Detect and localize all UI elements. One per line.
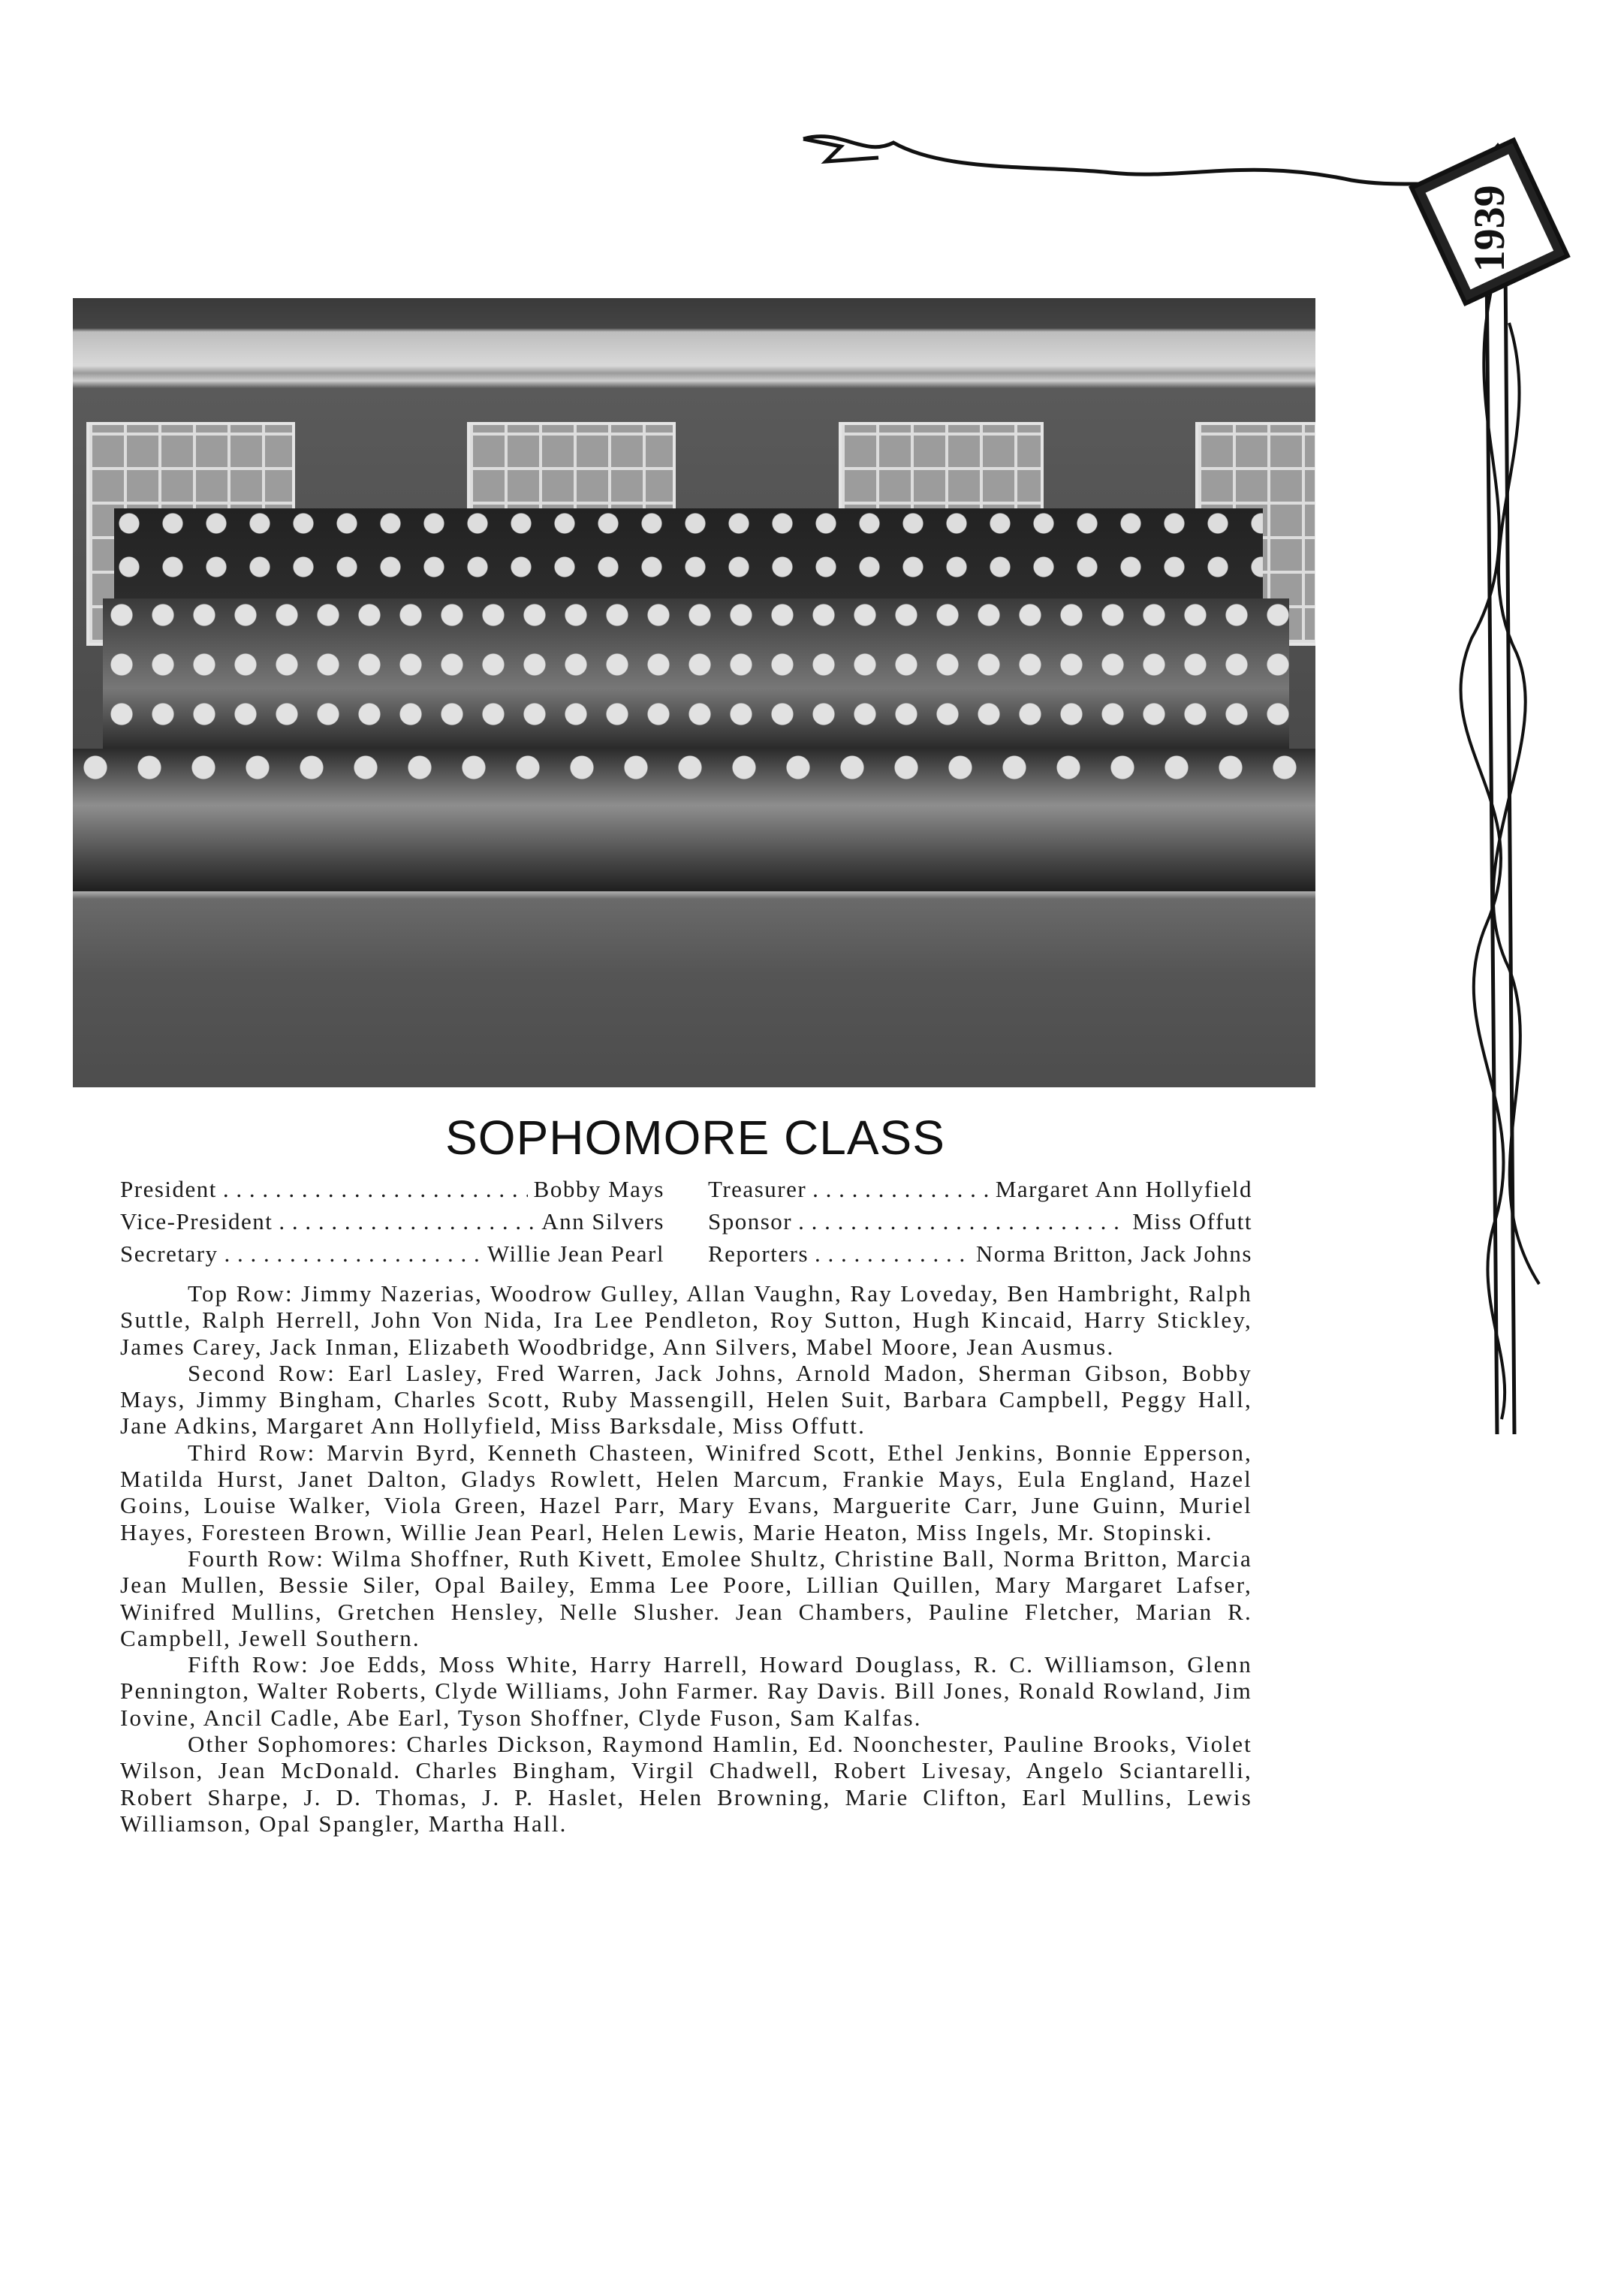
dot-leader — [223, 1176, 528, 1203]
pennant-flag — [1412, 140, 1568, 303]
pennant-year: 1939 — [1465, 185, 1514, 273]
officer-name: Miss Offutt — [1132, 1208, 1252, 1234]
roster-fifth-row: Fifth Row: Joe Edds, Moss White, Harry Harrell, Howard Douglass, R. C. Williamson, Glenn Pennington, Walter Roberts, Clyde Williams, John Farmer. Ray Davis. Bill Jones, Ronald Rowland, Jim Iovine, Ancil Cadle, Abe Earl, Tyson Shoffner, Clyde Fuson, Sam Kalfas. — [120, 1651, 1252, 1731]
roster-fourth-row: Fourth Row: Wilma Shoffner, Ruth Kivett, Emolee Shultz, Christine Ball, Norma Britton, Marcia Jean Mullen, Bessie Siler, Opal Bailey, Emma Lee Poore, Lillian Quillen, Mary Margaret Lafser, Winifred Mullins, Gretchen Hensley, Nelle Slusher. Jean Chambers, Pauline Fletcher, Marian R. Campbell, Jewell Southern. — [120, 1545, 1252, 1651]
officer-name: Norma Britton, Jack Johns — [975, 1240, 1252, 1267]
officer-role: Reporters — [708, 1240, 809, 1267]
roster-second-row: Second Row: Earl Lasley, Fred Warren, Jack Johns, Arnold Madon, Sherman Gibson, Bobby Mays, Jimmy Bingham, Charles Scott, Ruby Massengill, Helen Suit, Barbara Campbell, Peggy Hall, Jane Adkins, Margaret Ann Hollyfield, Miss Barksdale, Miss Offutt. — [120, 1359, 1252, 1439]
roster-other-sophomores: Other Sophomores: Charles Dickson, Raymond Hamlin, Ed. Noonchester, Pauline Brooks, Violet Wilson, Jean McDonald. Charles Bingham, Virgil Chadwell, Robert Livesay, Angelo Sciantarelli, Robert Sharpe, J. D. Thomas, J. P. Haslet, Helen Browning, Marie Clifton, Earl Mullins, Lewis Williamson, Opal Spangler, Martha Hall. — [120, 1731, 1252, 1837]
officer-role: Secretary — [120, 1240, 218, 1267]
dot-leader — [815, 1240, 970, 1268]
officer-name: Willie Jean Pearl — [487, 1240, 664, 1267]
photo-caption-roster — [120, 1280, 1252, 1837]
officer-row — [120, 1240, 664, 1273]
dot-leader — [812, 1176, 990, 1203]
officers-left-column — [120, 1176, 664, 1273]
officer-row — [120, 1208, 664, 1240]
dot-leader — [279, 1208, 535, 1235]
roster-third-row: Third Row: Marvin Byrd, Kenneth Chasteen, Winifred Scott, Ethel Jenkins, Bonnie Epperson, Matilda Hurst, Janet Dalton, Gladys Rowlett, Helen Marcum, Frankie Mays, Eula England, Hazel Goins, Louise Walker, Viola Green, Hazel Parr, Mary Evans, Marguerite Carr, June Guinn, Muriel Hayes, Foresteen Brown, Willie Jean Pearl, Helen Lewis, Marie Heaton, Miss Ingels, Mr. Stopinski. — [120, 1439, 1252, 1545]
streamer-ribbon — [803, 137, 1472, 188]
officer-name: Bobby Mays — [533, 1176, 664, 1202]
dot-leader — [798, 1208, 1126, 1235]
officer-row — [708, 1240, 1252, 1273]
officers-list — [120, 1176, 1252, 1273]
page-title: SOPHOMORE CLASS — [445, 1111, 945, 1165]
officer-role: President — [120, 1176, 217, 1202]
officers-right-column — [708, 1176, 1252, 1273]
officer-row — [708, 1208, 1252, 1240]
officer-name: Margaret Ann Hollyfield — [995, 1176, 1252, 1202]
officer-role: Vice-President — [120, 1208, 273, 1234]
officer-role: Treasurer — [708, 1176, 807, 1202]
dot-leader — [224, 1240, 481, 1268]
officer-row — [708, 1176, 1252, 1208]
roster-top-row: Top Row: Jimmy Nazerias, Woodrow Gulley, Allan Vaughn, Ray Loveday, Ben Hambright, Ralph Suttle, Ralph Herrell, John Von Nida, Ira Lee Pendleton, Roy Sutton, Hugh Kincaid, Harry Stickley, James Carey, Jack Inman, Elizabeth Woodbridge, Ann Silvers, Mabel Moore, Jean Ausmus. — [120, 1280, 1252, 1360]
officer-row — [120, 1176, 664, 1208]
officer-name: Ann Silvers — [541, 1208, 664, 1234]
officer-role: Sponsor — [708, 1208, 793, 1234]
